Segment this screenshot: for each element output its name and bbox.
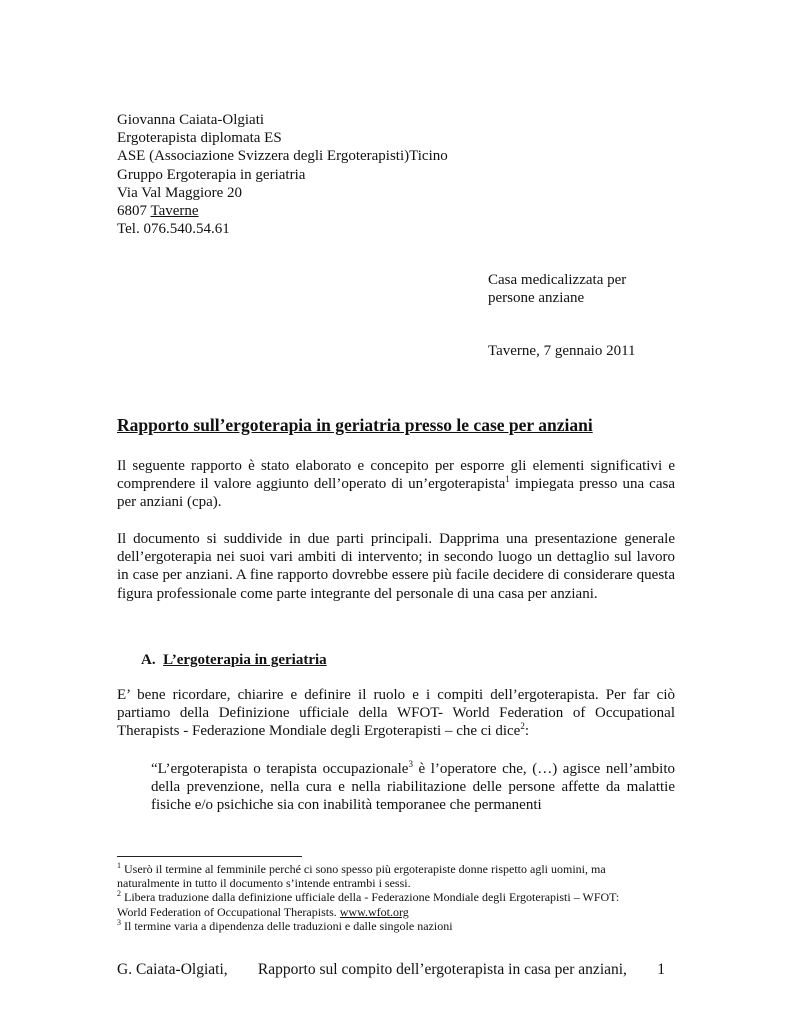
footnote-1-number: 1 <box>117 861 121 870</box>
footnote-1-line-1: Userò il termine al femminile perché ci sono spesso più ergoterapiste donne rispetto agli uomini, ma <box>121 862 606 876</box>
footnote-3-number: 3 <box>117 917 121 927</box>
letter-date: Taverne, 7 gennaio 2011 <box>488 343 636 359</box>
footer-author: G. Caiata-Olgiati, <box>117 961 228 978</box>
definition-paragraph <box>117 686 675 741</box>
footnote-2-line-1: Libera traduzione dalla definizione ufficiale della - Federazione Mondiale degli Ergoterapisti – WFOT: <box>121 890 620 905</box>
sender-address-block <box>117 111 448 238</box>
page-footer <box>117 961 665 979</box>
intro-text: Il seguente rapporto è stato elaborato e concepito per esporre gli elementi significativi e comprendere il valore aggiunto dell’operato di un’ergoterapista <box>117 458 675 493</box>
wfot-quote <box>151 760 675 815</box>
footnote-2-number: 2 <box>117 889 121 899</box>
footnote-separator <box>117 856 302 857</box>
quote-text-continued: è l’operatore che, (…) agisce nell’ambito della prevenzione, nella cura e nella riabilitazione delle persone affette da malattie fisiche e/o psichiche sia con inabilità temporanee che permanenti <box>151 761 675 814</box>
sender-association: ASE (Associazione Svizzera degli Ergoterapisti)Ticino <box>117 148 448 165</box>
sender-group: Gruppo Ergoterapia in geriatria <box>117 166 306 183</box>
sender-city: Taverne <box>150 203 199 220</box>
footnote-1-line-2: naturalmente in tutto il documento s’intende entrambi i sessi. <box>117 876 411 891</box>
intro-paragraph <box>117 457 675 512</box>
footer-title: Rapporto sul compito dell’ergoterapista in casa per anziani, <box>257 961 627 978</box>
footnote-ref-1[interactable]: 1 <box>505 474 510 485</box>
footnote-2-line-2-text: World Federation of Occupational Therapists. <box>117 904 340 919</box>
definition-text-end: : <box>524 723 530 740</box>
footnote-ref-3[interactable]: 3 <box>408 759 413 769</box>
structure-paragraph: Il documento si suddivide in due parti principali. Dapprima una presentazione generale dell’ergoterapia nei suoi vari ambiti di intervento; in secondo luogo un dettaglio sul lavoro in case per anziani. A fine rapporto dovrebbe essere più facile decidere di considerare questa figura professionale come parte integrante del personale di una casa per anziani. <box>117 531 675 602</box>
sender-qualification: Ergoterapista diplomata ES <box>117 130 282 147</box>
definition-text: E’ bene ricordare, chiarire e definire il ruolo e i compiti dell’ergoterapista. Per far ciò partiamo della Definizione ufficiale della WFOT- World Federation of Occupational Therapists - Federazione Mondiale degli Ergoterapisti – che ci dice <box>117 687 675 740</box>
sender-phone: Tel. 076.540.54.61 <box>117 221 230 238</box>
sender-name: Giovanna Caiata-Olgiati <box>117 112 265 128</box>
footnote-3-line-1: Il termine varia a dipendenza delle traduzioni e dalle singole nazioni <box>121 918 453 933</box>
quote-text: “L’ergoterapista o terapista occupazionale <box>151 761 409 777</box>
footnote-1 <box>117 862 677 876</box>
footnote-3 <box>117 919 677 933</box>
footnotes-block <box>117 862 677 933</box>
document-title: Rapporto sull’ergoterapia in geriatria presso le case per anziani <box>117 415 593 435</box>
recipient-line-2: persone anziane <box>488 290 585 307</box>
footnote-ref-2[interactable]: 2 <box>520 721 525 732</box>
intro-text-continued: impiegata presso una casa per anziani (cpa). <box>117 476 675 511</box>
section-a-label: L’ergoterapia in geriatria <box>163 652 327 668</box>
footnote-2-line-2 <box>117 905 677 919</box>
sender-street: Via Val Maggiore 20 <box>117 184 243 201</box>
recipient-line-1: Casa medicalizzata per <box>488 272 627 288</box>
recipient-block <box>488 271 626 307</box>
wfot-link[interactable]: www.wfot.org <box>339 904 409 919</box>
section-a-heading <box>141 652 327 669</box>
sender-postcode: 6807 <box>117 203 147 220</box>
footer-page-number: 1 <box>657 961 665 978</box>
section-a-number: A. <box>141 652 156 668</box>
sender-postcode-city <box>117 202 448 220</box>
footnote-2 <box>117 890 677 904</box>
